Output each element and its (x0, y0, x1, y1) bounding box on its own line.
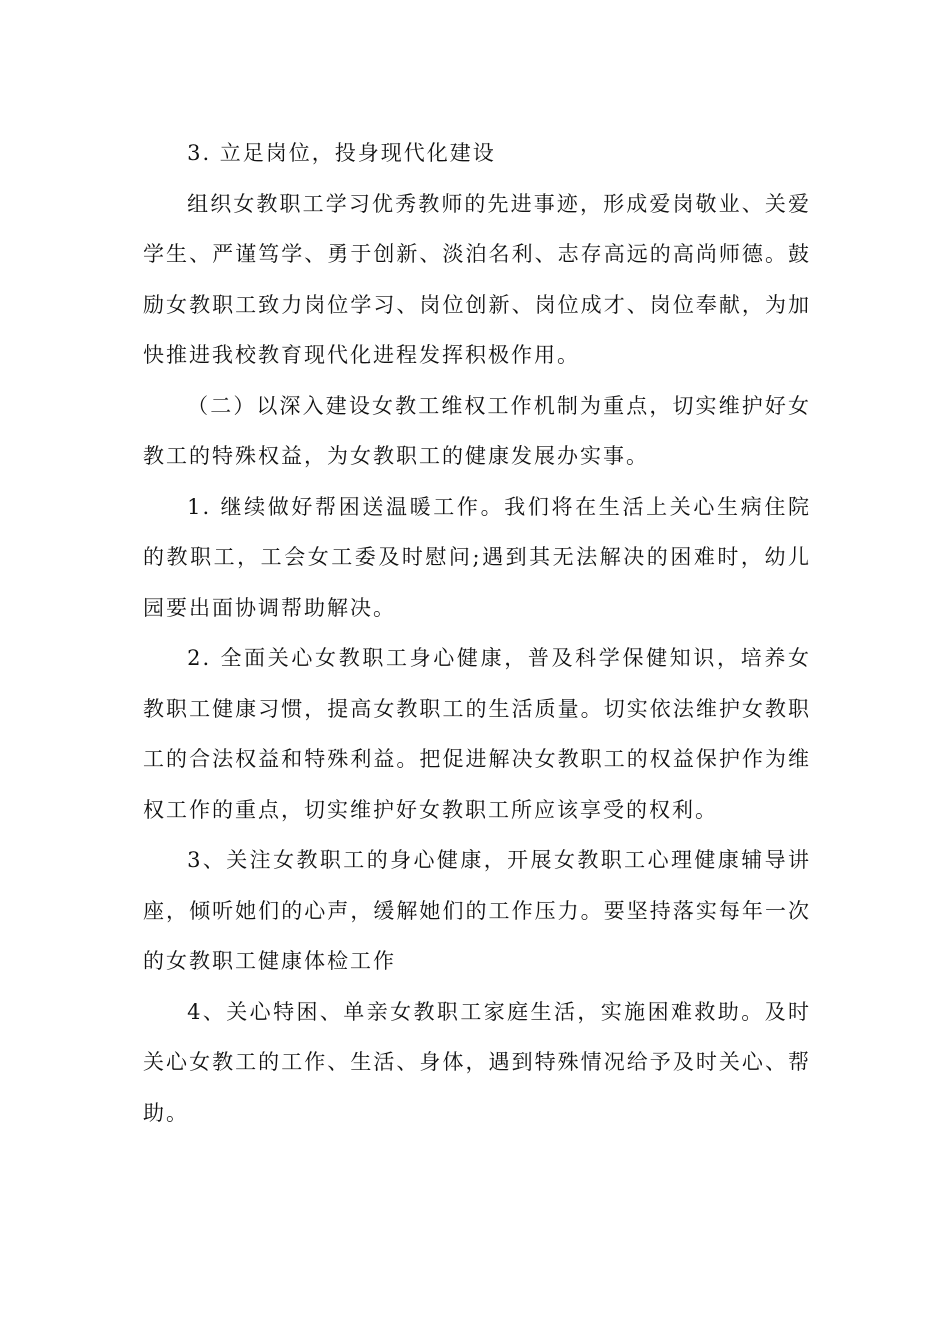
paragraph-item-2: 2. 全面关心女教职工身心健康，普及科学保健知识，培养女教职工健康习惯，提高女教职工的生活质量。切实依法维护女教职工的合法权益和特殊利益。把促进解决女教职工的权益保护作为维权工作的重点，切实维护好女教职工所应该享受的权利。 (143, 646, 811, 822)
paragraph-item-3: 3、关注女教职工的身心健康，开展女教职工心理健康辅导讲座，倾听她们的心声，缓解她们的工作压力。要坚持落实每年一次的女教职工健康体检工作 (143, 848, 811, 973)
document-body (143, 128, 811, 1138)
paragraph-teacher-ethics: 组织女教职工学习优秀教师的先进事迹，形成爱岗敬业、关爱学生、严谨笃学、勇于创新、淡泊名利、志存高远的高尚师德。鼓励女教职工致力岗位学习、岗位创新、岗位成才、岗位奉献，为加快推进我校教育现代化进程发挥积极作用。 (143, 191, 811, 367)
paragraph-item-1: 1. 继续做好帮困送温暖工作。我们将在生活上关心生病住院的教职工，工会女工委及时慰问;遇到其无法解决的困难时，幼儿园要出面协调帮助解决。 (143, 494, 811, 620)
section-heading-rights: （二）以深入建设女教工维权工作机制为重点，切实维护好女教工的特殊权益，为女教职工的健康发展办实事。 (143, 393, 811, 468)
paragraph-item-4: 4、关心特困、单亲女教职工家庭生活，实施困难救助。及时关心女教工的工作、生活、身体，遇到特殊情况给予及时关心、帮助。 (143, 999, 811, 1125)
section-heading-3: 3. 立足岗位，投身现代化建设 (187, 141, 496, 165)
